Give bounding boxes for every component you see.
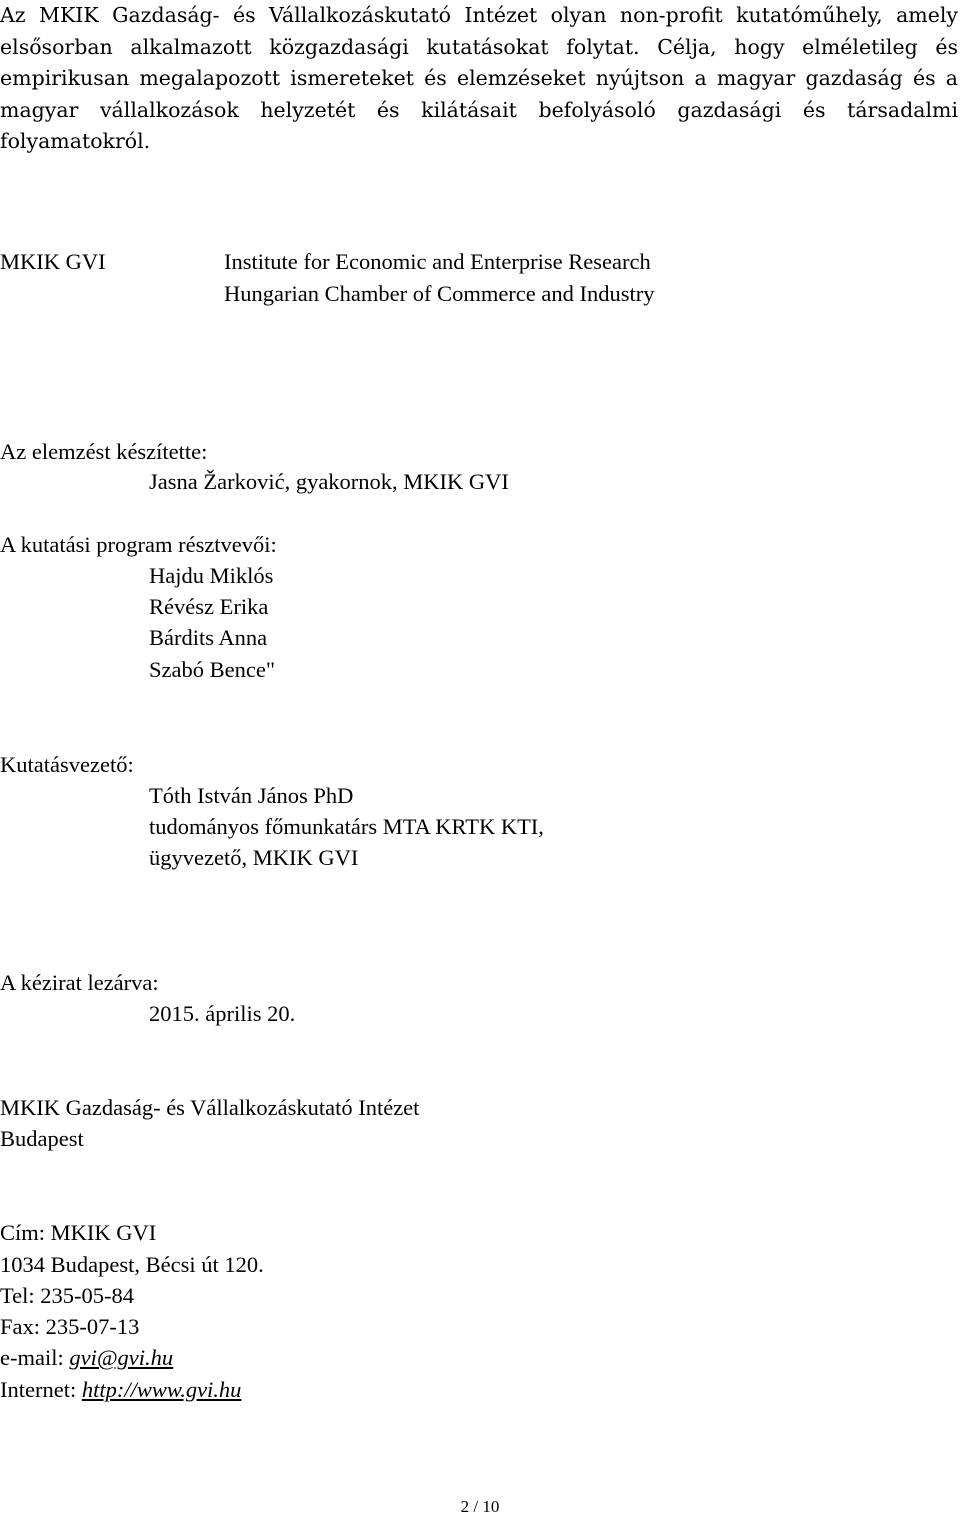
- contact-street: 1034 Budapest, Bécsi út 120.: [0, 1252, 264, 1277]
- institute-abbr: MKIK GVI: [0, 249, 106, 274]
- leader-name: Tóth István János PhD: [149, 783, 354, 808]
- page-number: 2 / 10: [460, 1497, 500, 1516]
- contact-address-label: Cím: MKIK GVI: [0, 1220, 157, 1245]
- email-link[interactable]: gvi@gvi.hu: [69, 1345, 174, 1370]
- participant-name: Hajdu Miklós: [149, 563, 274, 588]
- org-city: Budapest: [0, 1126, 84, 1151]
- analysis-author: Jasna Žarković, gyakornok, MKIK GVI: [149, 469, 509, 494]
- institute-name-en: Institute for Economic and Enterprise Research: [224, 249, 651, 274]
- closed-label: A kézirat lezárva:: [0, 970, 159, 995]
- contact-tel: Tel: 235-05-84: [0, 1283, 135, 1308]
- contact-email-row: [0, 1342, 173, 1373]
- leader-label: Kutatásvezető:: [0, 752, 134, 777]
- analysis-label: Az elemzést készítette:: [0, 439, 208, 464]
- contact-fax: Fax: 235-07-13: [0, 1314, 140, 1339]
- email-label: e-mail:: [0, 1345, 70, 1370]
- internet-label: Internet:: [0, 1377, 82, 1402]
- participants-label: A kutatási program résztvevői:: [0, 532, 277, 557]
- participant-name: Szabó Bence": [149, 657, 276, 682]
- institute-chamber-en: Hungarian Chamber of Commerce and Industry: [224, 281, 655, 306]
- website-link[interactable]: http://www.gvi.hu: [81, 1377, 242, 1402]
- leader-position: tudományos főmunkatárs MTA KRTK KTI,: [149, 814, 544, 839]
- closed-date: 2015. április 20.: [149, 1001, 296, 1026]
- contact-internet-row: [0, 1374, 241, 1405]
- org-name: MKIK Gazdaság- és Vállalkozáskutató Intézet: [0, 1095, 420, 1120]
- leader-role: ügyvezető, MKIK GVI: [149, 845, 359, 870]
- intro-paragraph: Az MKIK Gazdaság- és Vállalkozáskutató Intézet olyan non-profit kutatóműhely, amely elsősorban alkalmazott közgazdasági kutatásokat folytat. Célja, hogy elméletileg és empirikusan megalapozott ismereteket és elemzéseket nyújtson a magyar gazdaság és a magyar vállalkozások helyzetét és kilátásait befolyásoló gazdasági és társadalmi folyamatokról.: [0, 3, 958, 154]
- participant-name: Révész Erika: [149, 594, 269, 619]
- participant-name: Bárdits Anna: [149, 625, 268, 650]
